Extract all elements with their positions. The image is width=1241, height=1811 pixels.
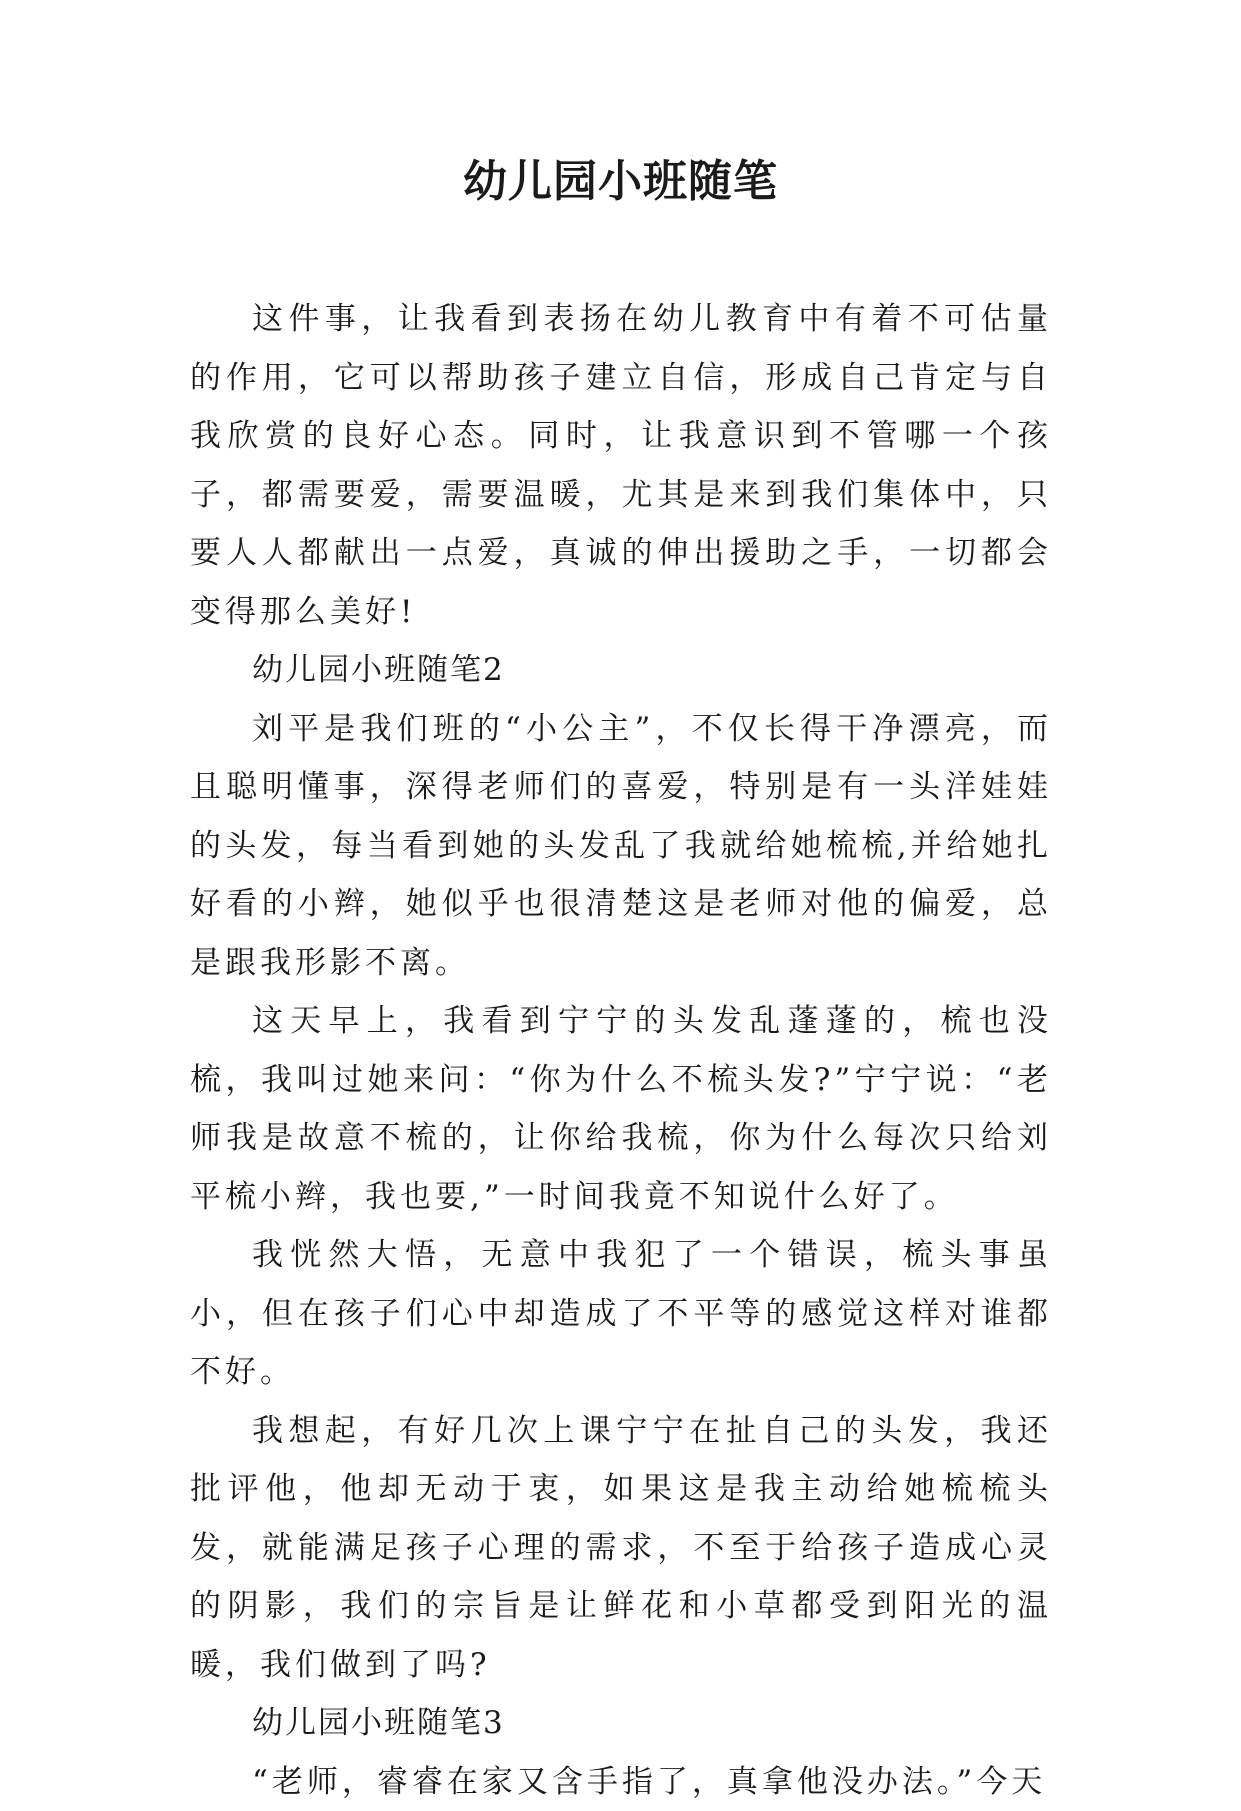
section-heading-3: 幼儿园小班随笔3 xyxy=(190,1694,1052,1753)
paragraph-praise-reflection: 这件事，让我看到表扬在幼儿教育中有着不可估量的作用，它可以帮助孩子建立自信，形成自己肯定与自我欣赏的良好心态。同时，让我意识到不管哪一个孩子，都需要爱，需要温暖，尤其是来到我们集体中，只要人人都献出一点爱，真诚的伸出援助之手，一切都会变得那么美好! xyxy=(190,290,1052,641)
paragraph-little-princess: 刘平是我们班的“小公主”，不仅长得干净漂亮，而且聪明懂事，深得老师们的喜爱，特别是有一头洋娃娃的头发，每当看到她的头发乱了我就给她梳梳,并给她扎好看的小辫，她似乎也很清楚这是老师对他的偏爱，总是跟我形影不离。 xyxy=(190,700,1052,993)
section-heading-2: 幼儿园小班随笔2 xyxy=(190,641,1052,700)
paragraph-realization: 我恍然大悟，无意中我犯了一个错误，梳头事虽小，但在孩子们心中却造成了不平等的感觉这样对谁都不好。 xyxy=(190,1226,1052,1402)
paragraph-thumb-sucking: “老师，睿睿在家又含手指了，真拿他没办法。”今天 xyxy=(190,1753,1052,1811)
document-body xyxy=(190,290,1052,1811)
paragraph-recollection: 我想起，有好几次上课宁宁在扯自己的头发，我还批评他，他却无动于衷，如果这是我主动给她梳梳头发，就能满足孩子心理的需求，不至于给孩子造成心灵的阴影，我们的宗旨是让鲜花和小草都受到阳光的温暖，我们做到了吗? xyxy=(190,1402,1052,1695)
paragraph-morning-hair: 这天早上，我看到宁宁的头发乱蓬蓬的，梳也没梳，我叫过她来问：“你为什么不梳头发?”宁宁说：“老师我是故意不梳的，让你给我梳，你为什么每次只给刘平梳小辫，我也要,”一时间我竟不知说什么好了。 xyxy=(190,992,1052,1226)
document-title: 幼儿园小班随笔 xyxy=(0,152,1241,212)
